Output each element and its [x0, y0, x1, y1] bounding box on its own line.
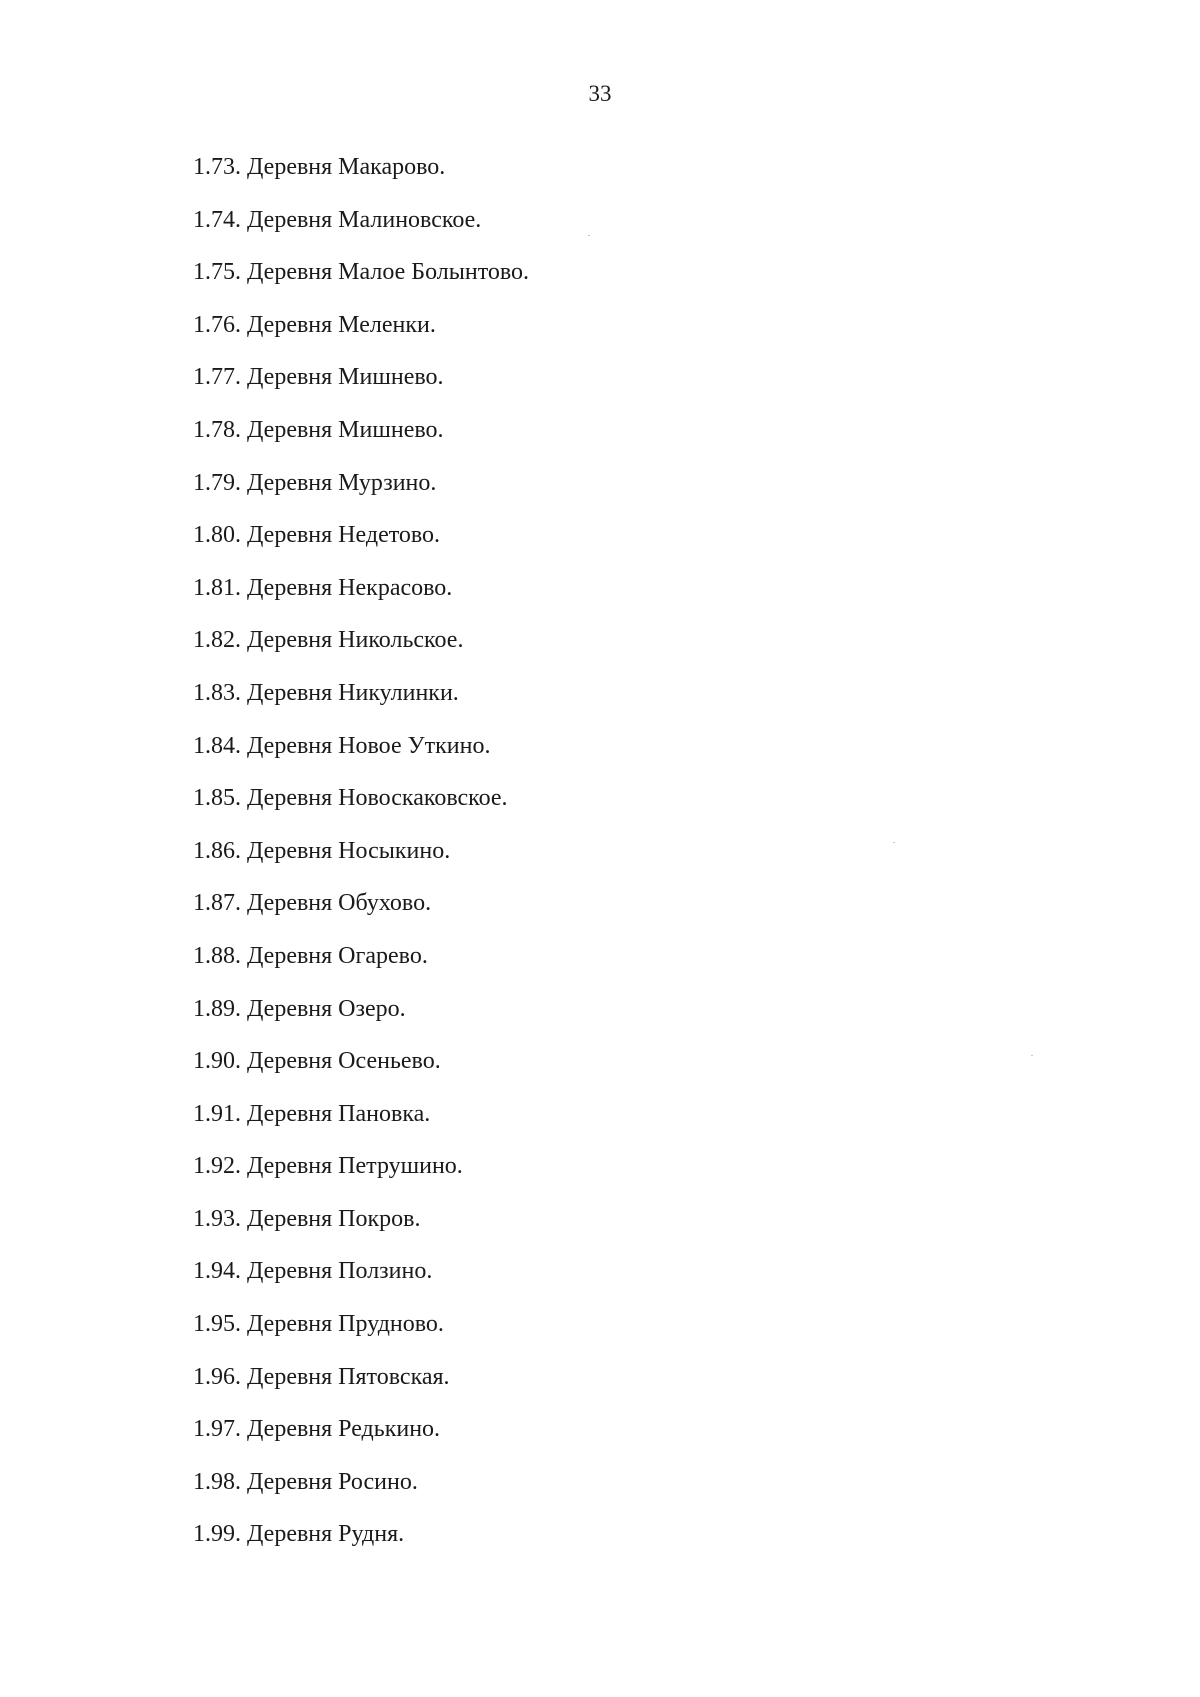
- list-item: [193, 836, 529, 889]
- entry-number: 1.75.: [193, 259, 241, 286]
- entry-number: 1.91.: [193, 1100, 241, 1127]
- entry-text: Деревня Меленки.: [247, 311, 436, 338]
- entry-text: Деревня Рудня.: [247, 1521, 405, 1548]
- entry-number: 1.99.: [193, 1521, 241, 1548]
- entry-text: Деревня Малое Болынтово.: [247, 259, 530, 286]
- entry-number: 1.87.: [193, 890, 241, 917]
- list-item: [193, 152, 529, 205]
- entry-text: Деревня Малиновское.: [247, 206, 482, 233]
- entry-text: Деревня Озеро.: [247, 995, 406, 1022]
- list-item: [193, 310, 529, 363]
- entry-text: Деревня Росино.: [247, 1468, 418, 1495]
- list-item: [193, 520, 529, 573]
- entry-text: Деревня Носыкино.: [247, 837, 451, 864]
- list-item: [193, 205, 529, 258]
- scan-speck: [1031, 1055, 1033, 1056]
- entry-text: Деревня Недетово.: [247, 522, 441, 549]
- list-item: [193, 1204, 529, 1257]
- list-item: [193, 1046, 529, 1099]
- entry-number: 1.74.: [193, 206, 241, 233]
- list-item: [193, 1099, 529, 1152]
- entry-number: 1.94.: [193, 1258, 241, 1285]
- list-item: [193, 1362, 529, 1415]
- page-number: 33: [588, 81, 612, 106]
- list-item: [193, 468, 529, 521]
- entry-text: Деревня Пятовская.: [247, 1363, 450, 1390]
- list-item: [193, 573, 529, 626]
- entry-number: 1.95.: [193, 1311, 241, 1338]
- entry-number: 1.97.: [193, 1416, 241, 1443]
- entry-text: Деревня Петрушино.: [247, 1153, 463, 1180]
- entry-text: Деревня Осеньево.: [247, 1048, 441, 1075]
- list-item: [193, 1309, 529, 1362]
- list-item: [193, 888, 529, 941]
- entry-number: 1.76.: [193, 311, 241, 338]
- entry-number: 1.86.: [193, 837, 241, 864]
- entry-text: Деревня Никулинки.: [247, 679, 459, 706]
- entry-text: Деревня Мишнево.: [247, 364, 444, 391]
- scan-speck: [588, 235, 590, 236]
- entry-text: Деревня Редькино.: [247, 1416, 441, 1443]
- list-item: [193, 1256, 529, 1309]
- list-item: [193, 1467, 529, 1520]
- entry-number: 1.88.: [193, 942, 241, 969]
- list-item: [193, 731, 529, 784]
- entry-text: Деревня Пановка.: [247, 1100, 431, 1127]
- entry-text: Деревня Никольское.: [247, 627, 464, 654]
- entry-text: Деревня Мишнево.: [247, 416, 444, 443]
- entry-number: 1.84.: [193, 732, 241, 759]
- list-item: [193, 625, 529, 678]
- entry-text: Деревня Некрасово.: [247, 574, 453, 601]
- entry-number: 1.83.: [193, 679, 241, 706]
- scan-speck: [893, 842, 895, 843]
- entry-number: 1.73.: [193, 154, 241, 180]
- entry-number: 1.82.: [193, 627, 241, 654]
- list-item: [193, 1151, 529, 1204]
- entry-text: Деревня Огарево.: [247, 942, 428, 969]
- entry-text: Деревня Новое Уткино.: [247, 732, 491, 759]
- entry-number: 1.79.: [193, 469, 241, 496]
- entry-text: Деревня Новоскаковское.: [247, 785, 508, 812]
- entry-number: 1.78.: [193, 416, 241, 443]
- entry-number: 1.80.: [193, 522, 241, 549]
- entry-number: 1.93.: [193, 1205, 241, 1232]
- entry-number: 1.96.: [193, 1363, 241, 1390]
- list-item: [193, 941, 529, 994]
- list-item: [193, 994, 529, 1047]
- entry-text: Деревня Мурзино.: [247, 469, 437, 496]
- entry-text: Деревня Ползино.: [247, 1258, 433, 1285]
- entry-text: Деревня Покров.: [247, 1205, 421, 1232]
- list-item: [193, 415, 529, 468]
- entry-text: Деревня Макарово.: [247, 154, 446, 180]
- settlement-list: [193, 152, 529, 1572]
- list-item: [193, 1414, 529, 1467]
- entry-number: 1.89.: [193, 995, 241, 1022]
- entry-number: 1.98.: [193, 1468, 241, 1495]
- entry-number: 1.90.: [193, 1048, 241, 1075]
- entry-number: 1.81.: [193, 574, 241, 601]
- entry-number: 1.92.: [193, 1153, 241, 1180]
- list-item: [193, 1519, 529, 1572]
- entry-number: 1.85.: [193, 785, 241, 812]
- entry-text: Деревня Прудново.: [247, 1311, 444, 1338]
- list-item: [193, 362, 529, 415]
- list-item: [193, 783, 529, 836]
- entry-text: Деревня Обухово.: [247, 890, 432, 917]
- entry-number: 1.77.: [193, 364, 241, 391]
- list-item: [193, 678, 529, 731]
- list-item: [193, 257, 529, 310]
